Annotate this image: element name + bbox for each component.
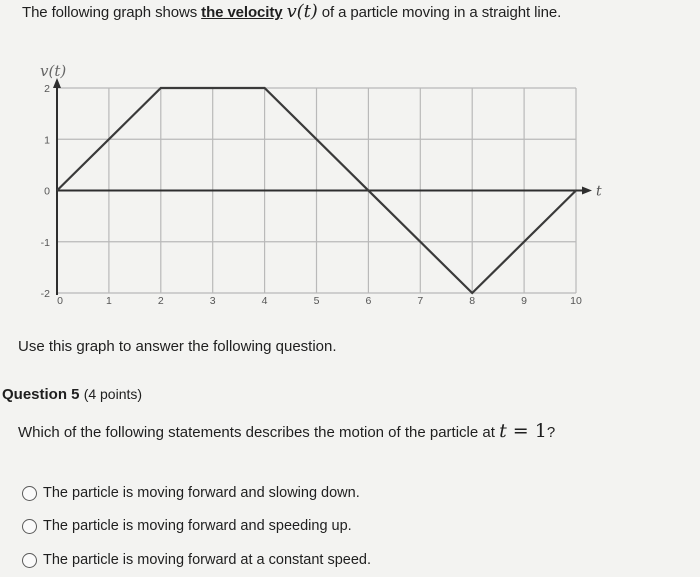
y-axis-label: v(t) (40, 62, 67, 80)
y-tick-label: -1 (40, 236, 50, 249)
question-text-after: ? (546, 424, 556, 441)
x-tick-label: 4 (261, 295, 268, 307)
option-speeding-up[interactable] (22, 518, 352, 534)
velocity-link: the velocity (201, 4, 283, 21)
x-tick-label: 6 (365, 295, 372, 307)
question-header (2, 386, 142, 403)
y-tick-label: 2 (44, 83, 50, 95)
question-points: (4 points) (83, 386, 143, 402)
tick-labels (40, 62, 602, 307)
intro-before: The following graph shows (22, 4, 202, 21)
option-label: The particle is moving forward and slowing down. (43, 485, 360, 501)
question-math-eq: = 1 (506, 420, 547, 442)
option-constant-speed[interactable] (22, 552, 371, 568)
radio-button[interactable] (22, 553, 37, 568)
x-tick-label: 3 (209, 295, 216, 307)
question-text (18, 420, 555, 442)
x-tick-label: 5 (313, 295, 320, 307)
y-tick-label: -2 (40, 288, 50, 300)
x-tick-label: 9 (521, 295, 528, 307)
x-axis-label: t (596, 183, 602, 200)
question-text-before: Which of the following statements describes the motion of the particle at (18, 424, 500, 441)
axes (53, 78, 592, 295)
question-math-var: t (499, 420, 507, 442)
option-label: The particle is moving forward and speeding up. (43, 518, 352, 534)
x-tick-label: 0 (57, 295, 63, 307)
instruction-text: Use this graph to answer the following question. (18, 338, 337, 355)
option-label: The particle is moving forward at a constant speed. (43, 552, 372, 568)
question-label: Question 5 (2, 386, 80, 403)
intro-after: of a particle moving in a straight line. (317, 4, 562, 21)
x-tick-label: 2 (157, 295, 164, 307)
x-axis-arrow (582, 187, 592, 195)
option-slowing-down[interactable] (22, 485, 360, 501)
y-tick-label: 1 (44, 134, 50, 147)
x-tick-label: 10 (570, 295, 582, 307)
radio-button[interactable] (22, 519, 37, 534)
x-tick-label: 8 (469, 295, 476, 307)
x-tick-label: 1 (105, 295, 112, 307)
velocity-symbol: v(t) (286, 1, 318, 22)
radio-button[interactable] (22, 486, 37, 501)
y-tick-label: 0 (44, 185, 50, 198)
x-tick-label: 7 (417, 295, 424, 307)
